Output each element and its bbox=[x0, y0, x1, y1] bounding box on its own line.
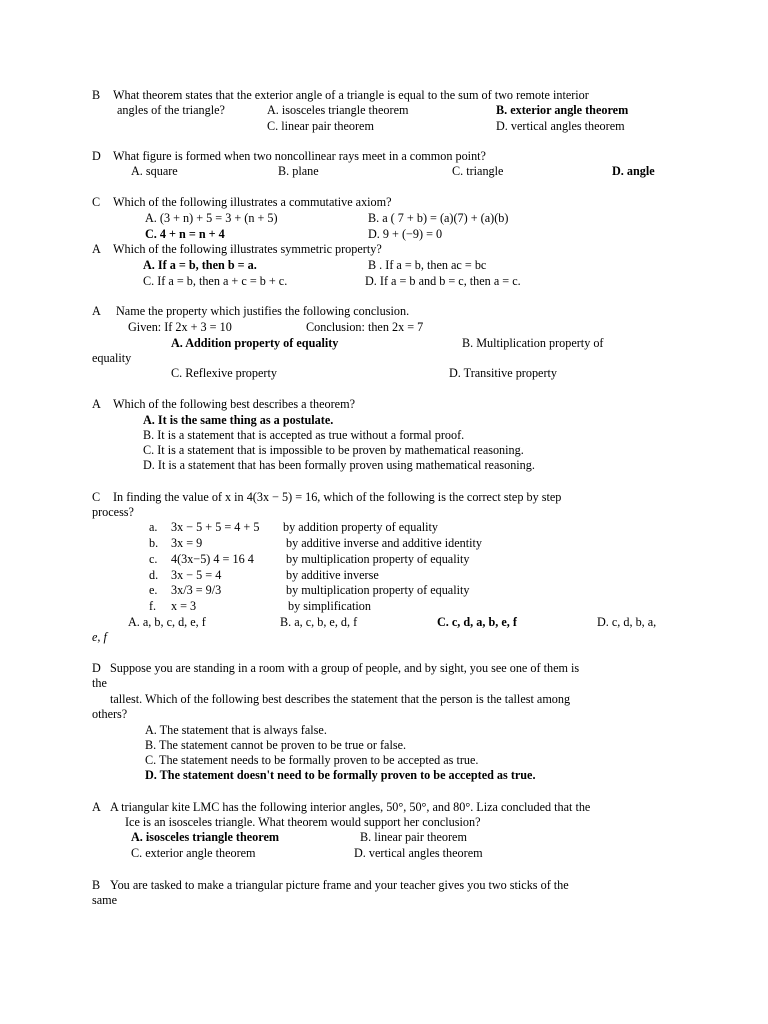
q2-option-d: D. angle bbox=[612, 164, 655, 178]
q8-stem-cont: the bbox=[92, 676, 107, 690]
q7-step-expr: x = 3 bbox=[171, 599, 197, 613]
q7-step-label: d. bbox=[149, 568, 159, 582]
q5-conclusion: Conclusion: then 2x = 7 bbox=[306, 320, 424, 334]
q2-option-b: B. plane bbox=[278, 164, 319, 178]
q6-option-c: C. It is a statement that is impossible to be proven by mathematical reasoning. bbox=[143, 443, 524, 457]
q1-option-a: A. isosceles triangle theorem bbox=[267, 103, 409, 117]
q6-option-b: B. It is a statement that is accepted as true without a formal proof. bbox=[143, 428, 465, 442]
q1-stem-cont: angles of the triangle? bbox=[117, 103, 225, 117]
q5-answer-key: A bbox=[92, 304, 101, 318]
q2-option-a: A. square bbox=[131, 164, 178, 178]
q8-stem: Suppose you are standing in a room with a group of people, and by sight, you see one of them is bbox=[110, 661, 580, 675]
q7-step-expr: 3x/3 = 9/3 bbox=[171, 583, 222, 597]
q3-option-a: A. (3 + n) + 5 = 3 + (n + 5) bbox=[145, 211, 278, 225]
q4-option-b: B . If a = b, then ac = bc bbox=[368, 258, 487, 272]
q1-option-b: B. exterior angle theorem bbox=[496, 103, 629, 117]
q7-option-c: C. c, d, a, b, e, f bbox=[437, 615, 517, 629]
q7-step-expr: 3x − 5 = 4 bbox=[171, 568, 222, 582]
q7-step-label: b. bbox=[149, 536, 159, 550]
q8-option-d: D. The statement doesn't need to be formally proven to be accepted as true. bbox=[145, 768, 536, 782]
q4-answer-key: A bbox=[92, 242, 101, 256]
q9-option-d: D. vertical angles theorem bbox=[354, 846, 483, 860]
q9-option-b: B. linear pair theorem bbox=[360, 830, 467, 844]
q6-stem: Which of the following best describes a theorem? bbox=[113, 397, 355, 411]
q10-stem: You are tasked to make a triangular picture frame and your teacher gives you two sticks of the bbox=[110, 878, 569, 892]
q7-step-reason: by simplification bbox=[288, 599, 371, 613]
q7-step-reason: by additive inverse bbox=[286, 568, 379, 582]
q1-answer-key: B bbox=[92, 88, 101, 102]
q2-option-c: C. triangle bbox=[452, 164, 504, 178]
q7-step-reason: by addition property of equality bbox=[283, 520, 439, 534]
q8-option-b: B. The statement cannot be proven to be true or false. bbox=[145, 738, 407, 752]
q7-step-reason: by multiplication property of equality bbox=[286, 583, 470, 597]
q9-option-a: A. isosceles triangle theorem bbox=[131, 830, 280, 844]
q7-step-reason: by multiplication property of equality bbox=[286, 552, 470, 566]
q9-stem: A triangular kite LMC has the following interior angles, 50°, 50°, and 80°. Liza concluded that the bbox=[110, 800, 591, 814]
q6-option-d: D. It is a statement that has been formally proven using mathematical reasoning. bbox=[143, 458, 535, 472]
q7-option-d: D. c, d, b, a, bbox=[597, 615, 657, 629]
q4-option-a: A. If a = b, then b = a. bbox=[143, 258, 257, 272]
q7-step-expr: 4(3x−5) 4 = 16 4 bbox=[171, 552, 254, 566]
q8-stem-cont3: others? bbox=[92, 707, 128, 721]
q3-option-d: D. 9 + (−9) = 0 bbox=[368, 227, 443, 241]
q5-option-b-cont: equality bbox=[92, 351, 132, 365]
q5-option-a: A. Addition property of equality bbox=[171, 336, 339, 350]
q3-option-c: C. 4 + n = n + 4 bbox=[145, 227, 225, 241]
q7-step-label: c. bbox=[149, 552, 158, 566]
q5-stem: Name the property which justifies the following conclusion. bbox=[116, 304, 410, 318]
q7-option-d-cont: e, f bbox=[92, 630, 107, 644]
q7-step-expr: 3x = 9 bbox=[171, 536, 203, 550]
q1-option-c: C. linear pair theorem bbox=[267, 119, 374, 133]
q8-option-c: C. The statement needs to be formally proven to be accepted as true. bbox=[145, 753, 479, 767]
q7-step-reason: by additive inverse and additive identity bbox=[286, 536, 482, 550]
q7-option-b: B. a, c, b, e, d, f bbox=[280, 615, 358, 629]
q7-step-label: e. bbox=[149, 583, 158, 597]
q2-stem: What figure is formed when two noncollinear rays meet in a common point? bbox=[113, 149, 486, 163]
q8-answer-key: D bbox=[92, 661, 101, 675]
q7-step-label: f. bbox=[149, 599, 157, 613]
q7-stem: In finding the value of x in 4(3x − 5) = 16, which of the following is the correct step by step bbox=[113, 490, 562, 504]
q7-answer-key: C bbox=[92, 490, 101, 504]
q6-option-a: A. It is the same thing as a postulate. bbox=[143, 413, 334, 427]
q4-option-c: C. If a = b, then a + c = b + c. bbox=[143, 274, 288, 288]
q7-stem-cont: process? bbox=[92, 505, 134, 519]
q9-answer-key: A bbox=[92, 800, 101, 814]
q7-option-a: A. a, b, c, d, e, f bbox=[128, 615, 206, 629]
q3-option-b: B. a ( 7 + b) = (a)(7) + (a)(b) bbox=[368, 211, 509, 225]
q6-answer-key: A bbox=[92, 397, 101, 411]
q4-stem: Which of the following illustrates symmetric property? bbox=[113, 242, 382, 256]
q2-answer-key: D bbox=[92, 149, 101, 163]
q1-stem: What theorem states that the exterior angle of a triangle is equal to the sum of two remote interior bbox=[113, 88, 589, 102]
q5-option-c: C. Reflexive property bbox=[171, 366, 277, 380]
q10-answer-key: B bbox=[92, 878, 101, 892]
q9-option-c: C. exterior angle theorem bbox=[131, 846, 256, 860]
q10-stem-cont: same bbox=[92, 893, 118, 907]
q5-option-d: D. Transitive property bbox=[449, 366, 557, 380]
q9-stem-cont: Ice is an isosceles triangle. What theorem would support her conclusion? bbox=[125, 815, 481, 829]
q7-step-label: a. bbox=[149, 520, 158, 534]
q5-option-b: B. Multiplication property of bbox=[462, 336, 604, 350]
q8-option-a: A. The statement that is always false. bbox=[145, 723, 327, 737]
q1-option-d: D. vertical angles theorem bbox=[496, 119, 625, 133]
q8-stem-cont2: tallest. Which of the following best describes the statement that the person is the tallest among bbox=[110, 692, 571, 706]
q3-stem: Which of the following illustrates a commutative axiom? bbox=[113, 195, 392, 209]
q5-given: Given: If 2x + 3 = 10 bbox=[128, 320, 232, 334]
q4-option-d: D. If a = b and b = c, then a = c. bbox=[365, 274, 521, 288]
q7-step-expr: 3x − 5 + 5 = 4 + 5 bbox=[171, 520, 260, 534]
q3-answer-key: C bbox=[92, 195, 101, 209]
